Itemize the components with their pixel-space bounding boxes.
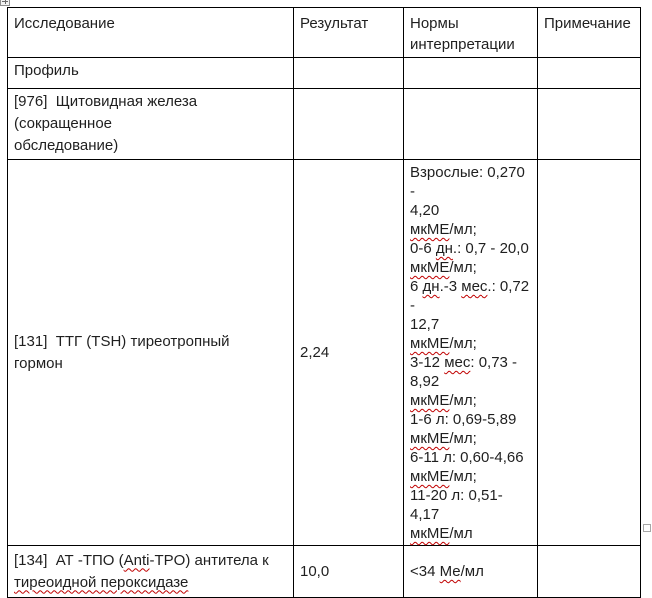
text-segment: /мл [460, 563, 484, 580]
misspelled-text: мкМЕ [410, 468, 450, 485]
text-segment: 10,0 [300, 562, 330, 580]
text-line [410, 486, 531, 524]
cell-tsh-study[interactable] [8, 160, 294, 546]
text-segment: 3-12 [410, 354, 445, 371]
text-segment: 11-20 л: 0,51-4,17 [410, 487, 503, 523]
text-segment: /мл; [449, 468, 477, 485]
table-body [8, 58, 641, 598]
text-segment: /мл; [449, 259, 477, 276]
text-line [300, 561, 397, 583]
cell-tsh-norms[interactable] [404, 160, 538, 546]
text-segment: обследование) [14, 137, 119, 154]
misspelled-text: мкМЕ [410, 430, 450, 447]
column-header-note[interactable]: Примечание [538, 8, 641, 58]
cell-panel-study[interactable] [8, 89, 294, 160]
misspelled-text: тиреоидной пероксидазе [14, 573, 189, 591]
cell-atpo-study[interactable] [8, 546, 294, 598]
text-segment: 2,24 [300, 343, 330, 361]
move-cross-icon [5, 0, 6, 4]
text-segment: /мл; [449, 335, 477, 352]
text-segment: /мл; [449, 430, 477, 447]
text-segment: 12,7 [410, 316, 440, 333]
text-segment: 4,20 [410, 202, 440, 219]
text-line [14, 331, 287, 353]
cell-tsh-note[interactable] [538, 160, 641, 546]
text-line [410, 410, 531, 429]
cell-profile-result[interactable] [294, 58, 404, 89]
cell-panel-result[interactable] [294, 89, 404, 160]
misspelled-text: мес [444, 354, 471, 371]
text-line [300, 342, 397, 364]
text-line [14, 353, 287, 375]
column-header-norms[interactable]: Нормы интерпретации [404, 8, 538, 58]
text-line [410, 353, 531, 372]
misspelled-text: дн [435, 240, 453, 257]
text-line [410, 201, 531, 220]
text-segment: 0-6 [410, 240, 436, 257]
text-segment: Взрослые: 0,270 - [410, 164, 529, 200]
text-line [410, 220, 531, 239]
text-line [410, 524, 531, 543]
text-segment: -TPO) антитела к [149, 551, 269, 569]
text-line [410, 467, 531, 486]
text-segment: 6 [410, 278, 423, 295]
text-line [410, 334, 531, 353]
text-segment: [131] ТТГ (TSH) тиреотропный [14, 332, 230, 350]
text-line [410, 315, 531, 334]
table-row-panel [8, 89, 641, 160]
text-line [410, 429, 531, 448]
text-segment: .: 0,72 - [410, 278, 534, 314]
text-segment: : 0,73 - [470, 354, 518, 371]
cell-profile-note[interactable] [538, 58, 641, 89]
table-resize-handle-icon[interactable] [643, 524, 651, 532]
text-line [410, 277, 534, 315]
text-line [14, 572, 287, 594]
text-line [410, 163, 531, 201]
misspelled-text: мкМЕ [410, 335, 450, 352]
text-segment: 1-6 л: 0,69-5,89 [410, 411, 517, 428]
misspelled-text: дн [422, 278, 440, 295]
misspelled-text: мес [461, 278, 488, 295]
text-line [14, 135, 287, 157]
cell-atpo-norms[interactable] [404, 546, 538, 598]
misspelled-text: мкМЕ [410, 525, 450, 542]
cell-profile-study[interactable] [8, 58, 294, 89]
cell-panel-note[interactable] [538, 89, 641, 160]
text-line [410, 562, 531, 581]
header-row [8, 8, 641, 58]
table-row-tsh [8, 160, 641, 546]
column-header-result[interactable]: Результат [294, 8, 404, 58]
text-segment: [134] АТ -ТПО ( [14, 551, 124, 569]
cell-atpo-result[interactable] [294, 546, 404, 598]
text-segment: гормон [14, 354, 63, 372]
misspelled-text: мкМЕ [410, 259, 450, 276]
table-header [8, 8, 641, 58]
cell-atpo-note[interactable] [538, 546, 641, 598]
table-row-atpo [8, 546, 641, 598]
misspelled-text: мкМЕ [410, 221, 450, 238]
text-line [410, 448, 531, 467]
text-segment: .-3 [439, 278, 462, 295]
text-line [410, 391, 531, 410]
text-line [410, 372, 531, 391]
text-line [14, 60, 287, 82]
lab-results-table [7, 7, 641, 598]
text-segment: Профиль [14, 62, 79, 79]
cell-profile-norms[interactable] [404, 58, 538, 89]
column-header-study[interactable]: Исследование [8, 8, 294, 58]
text-segment: .: 0,7 - 20,0 [452, 240, 529, 257]
text-segment: 8,92 [410, 373, 440, 390]
text-line [410, 239, 531, 258]
table-row-profile [8, 58, 641, 89]
text-segment: /мл; [449, 392, 477, 409]
text-line [410, 258, 531, 277]
misspelled-text: Anti [123, 551, 150, 569]
cell-tsh-result[interactable] [294, 160, 404, 546]
misspelled-text: мкМЕ [410, 392, 450, 409]
table-move-handle-icon[interactable] [0, 0, 10, 6]
text-segment: /мл [449, 525, 473, 542]
text-segment: /мл; [449, 221, 477, 238]
text-line [14, 91, 287, 135]
text-segment: [976] Щитовидная железа (сокращенное [14, 93, 202, 132]
misspelled-text: Ме [439, 563, 461, 580]
text-line [14, 550, 287, 572]
text-segment: <34 [410, 563, 440, 580]
text-segment: 6-11 л: 0,60-4,66 [410, 449, 524, 466]
cell-panel-norms[interactable] [404, 89, 538, 160]
